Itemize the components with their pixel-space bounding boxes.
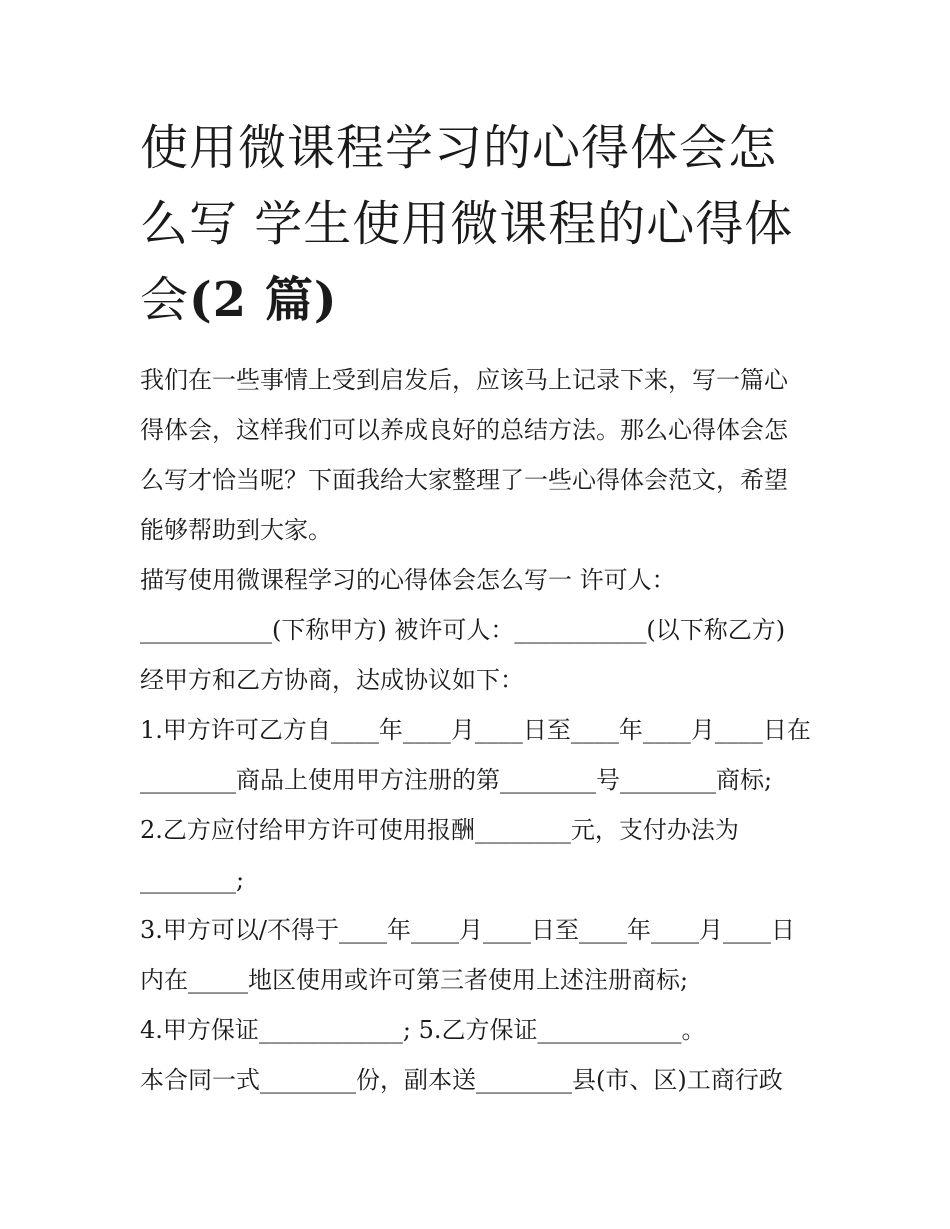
clause-1-line-2: ________商品上使用甲方注册的第________号________商标; xyxy=(140,766,773,794)
clause-2-line-2: ________; xyxy=(140,866,245,894)
intro-line-3: 么写才恰当呢？下面我给大家整理了一些心得体会范文，希望 xyxy=(140,466,788,494)
title-line-3 xyxy=(140,262,830,338)
intro-line-4: 能够帮助到大家。 xyxy=(140,516,332,544)
copies-line: 本合同一式________份，副本送________县(市、区)工商行政 xyxy=(140,1066,783,1094)
intro-line-2: 得体会，这样我们可以养成良好的总结方法。那么心得体会怎 xyxy=(140,416,788,444)
clause-2-line-1: 2.乙方应付给甲方许可使用报酬________元，支付办法为 xyxy=(140,816,739,844)
title-line-3-prefix: 会 xyxy=(140,272,190,328)
title-line-2: 么写 学生使用微课程的心得体 xyxy=(140,196,794,252)
title-line-1: 使用微课程学习的心得体会怎 xyxy=(140,120,778,176)
section-heading-line: 描写使用微课程学习的心得体会怎么写一 许可人： xyxy=(140,566,676,594)
document-title xyxy=(140,110,830,338)
clause-3-line-2: 内在_____地区使用或许可第三者使用上述注册商标; xyxy=(140,966,689,994)
clause-4-5-line: 4.甲方保证____________; 5.乙方保证____________。 xyxy=(140,1016,706,1044)
clause-1-line-1: 1.甲方许可乙方自____年____月____日至____年____月____日在 xyxy=(140,716,811,744)
clause-3-line-1: 3.甲方可以/不得于____年____月____日至____年____月____日 xyxy=(140,916,795,944)
intro-line-1: 我们在一些事情上受到启发后，应该马上记录下来，写一篇心 xyxy=(140,366,788,394)
parties-line: ___________(下称甲方) 被许可人：___________(以下称乙方) xyxy=(140,616,786,644)
title-count: (2 篇) xyxy=(189,272,338,328)
document-body xyxy=(140,355,830,1105)
agreement-line: 经甲方和乙方协商，达成协议如下： xyxy=(140,666,524,694)
